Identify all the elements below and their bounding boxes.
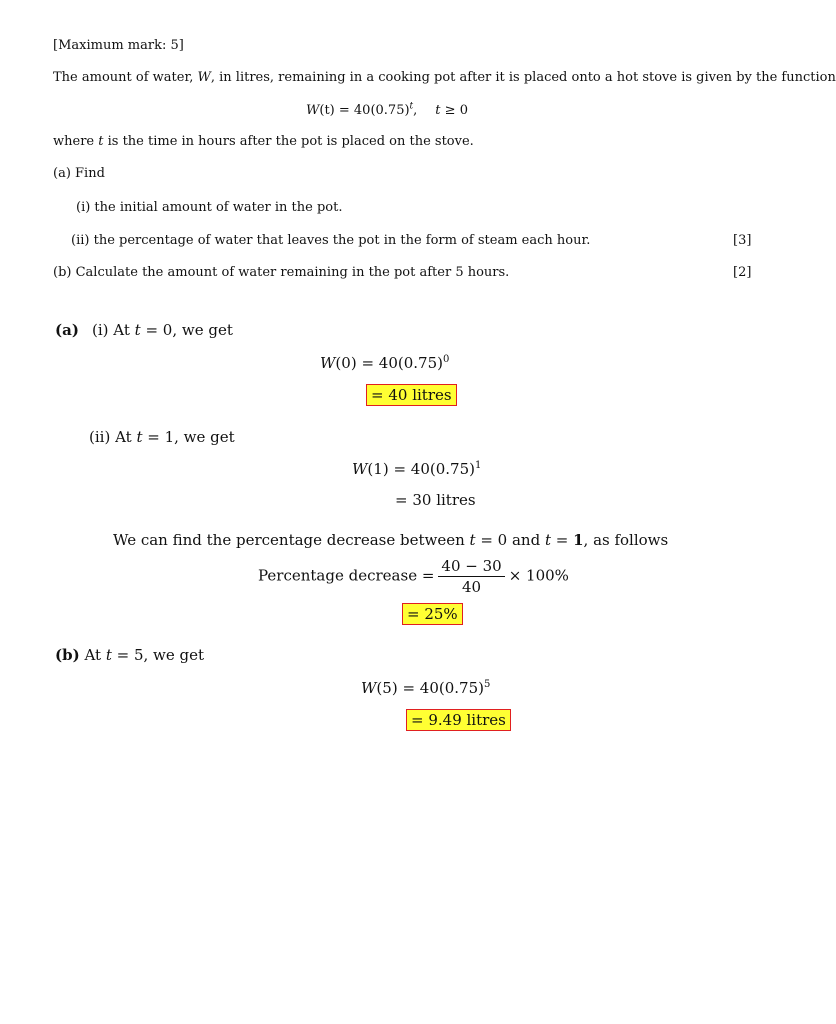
pct-equation	[258, 557, 569, 596]
w1-exp: 1	[474, 460, 482, 471]
equation-w1	[352, 460, 481, 478]
w0-lhs: W	[320, 354, 336, 372]
solution-b-tag: (b)	[55, 646, 80, 664]
part-a-ii-text: (ii) the percentage of water that leaves the pot in the form of steam each hour.	[71, 233, 591, 248]
w0-exp: 0	[442, 354, 450, 365]
result-a-ii: = 30 litres	[395, 491, 476, 509]
intro-text-post: , in litres, remaining in a cooking pot after it is placed onto a hot stove is given by the function	[210, 70, 836, 85]
w5-lhs: W	[361, 679, 377, 697]
function-lhs: W	[306, 103, 320, 118]
equation-w5	[361, 679, 490, 697]
pct-label: Percentage decrease =	[258, 566, 435, 585]
where-var: t	[98, 134, 104, 149]
pct-post: , as follows	[583, 531, 669, 549]
where-text	[53, 134, 474, 149]
solution-a-ii-line	[89, 428, 235, 446]
solution-b-line	[55, 646, 204, 664]
part-b-marks: [2]	[733, 265, 752, 280]
b-var: t	[105, 646, 112, 664]
w1-lhs: W	[352, 460, 368, 478]
w0-rest: (0) = 40(0.75)	[335, 354, 443, 372]
pct-times: × 100%	[508, 566, 569, 585]
answer-b-box: = 9.49 litres	[406, 709, 511, 731]
where-post: is the time in hours after the pot is placed on the stove.	[103, 134, 474, 149]
pct-var2: t	[544, 531, 551, 549]
answer-b	[406, 711, 511, 729]
answer-a-ii-box: = 25%	[402, 603, 463, 625]
pct-var1: t	[469, 531, 476, 549]
part-b-text: (b) Calculate the amount of water remaining in the pot after 5 hours.	[53, 265, 510, 280]
solution-a-tag: (a)	[55, 321, 79, 339]
solution-a-label	[55, 321, 79, 339]
pct-numerator: 40 − 30	[438, 557, 504, 577]
function-cond-rest: ≥ 0	[440, 103, 468, 118]
max-mark-label: [Maximum mark: 5]	[53, 38, 184, 53]
question-intro	[53, 70, 836, 85]
b-post: = 5, we get	[111, 646, 205, 664]
intro-text-pre: The amount of water,	[53, 70, 198, 85]
where-pre: where	[53, 134, 99, 149]
w1-rest: (1) = 40(0.75)	[367, 460, 475, 478]
a-ii-var: t	[136, 428, 143, 446]
pct-mid: = 0 and	[475, 531, 545, 549]
function-cond-var: t	[435, 103, 441, 118]
a-i-var: t	[134, 321, 141, 339]
pct-one: 1	[573, 531, 584, 549]
function-arg: (t) = 40(0.75)	[319, 103, 410, 118]
intro-var-w: W	[197, 70, 211, 85]
part-a-i-text: (i) the initial amount of water in the pot.	[76, 200, 343, 215]
part-a-heading: (a) Find	[53, 166, 105, 181]
answer-a-ii	[402, 605, 463, 623]
w5-rest: (5) = 40(0.75)	[376, 679, 484, 697]
a-i-pre: (i) At	[92, 321, 135, 339]
pct-eq1: =	[550, 531, 574, 549]
function-sep: ,	[413, 103, 418, 118]
a-ii-pre: (ii) At	[89, 428, 137, 446]
answer-a-i	[366, 386, 457, 404]
answer-a-i-box: = 40 litres	[366, 384, 457, 406]
a-i-post: = 0, we get	[140, 321, 233, 339]
part-a-marks: [3]	[733, 233, 752, 248]
solution-a-i-line	[92, 321, 233, 339]
equation-w0	[320, 354, 449, 372]
function-exp: t	[409, 101, 414, 112]
w5-exp: 5	[483, 679, 491, 690]
function-equation	[306, 103, 468, 118]
pct-intro-line	[113, 531, 668, 549]
pct-pre: We can find the percentage decrease between	[113, 531, 470, 549]
pct-denominator: 40	[462, 578, 482, 596]
a-ii-post: = 1, we get	[142, 428, 235, 446]
pct-fraction	[438, 557, 504, 596]
b-pre: At	[79, 646, 106, 664]
